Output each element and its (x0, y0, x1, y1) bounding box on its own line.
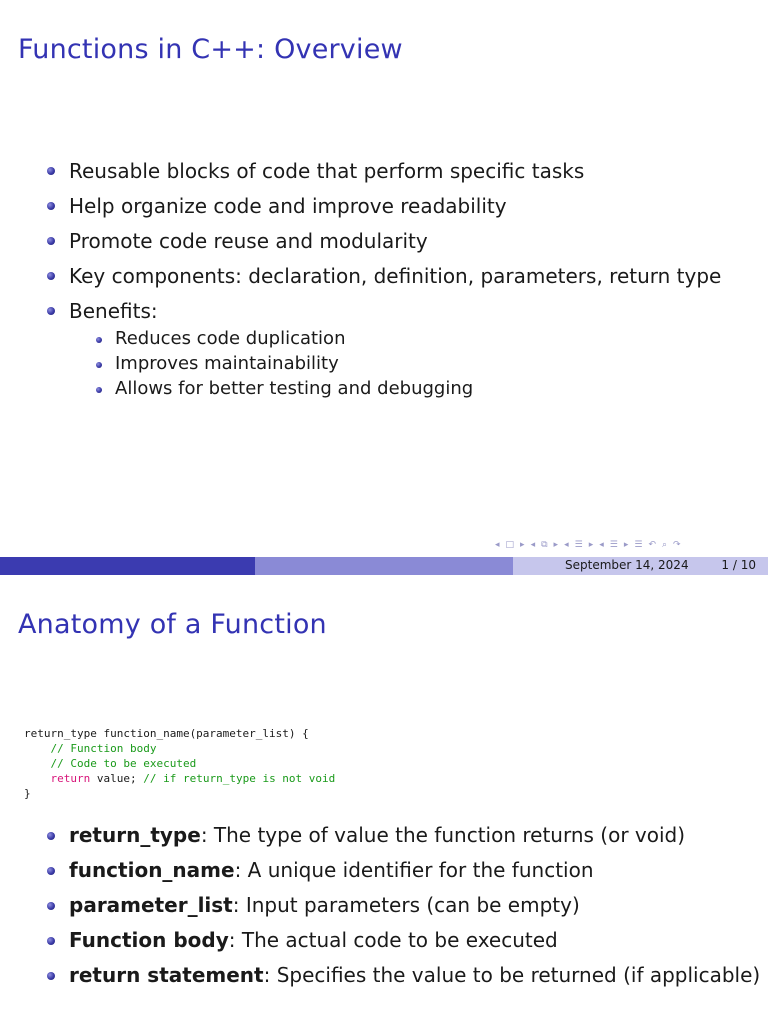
term: Function body (69, 928, 229, 952)
bullet-icon (47, 167, 55, 175)
term: parameter_list (69, 893, 233, 917)
nav-section-icon[interactable]: ☰ (574, 540, 583, 550)
bullet-icon (47, 902, 55, 910)
sub-bullet-text: Reduces code duplication (115, 328, 346, 349)
nav-part-prev-icon[interactable]: ◂ (599, 540, 604, 550)
bullet-text: Benefits: (69, 299, 158, 323)
bullet-icon (47, 832, 55, 840)
bullet-icon (47, 937, 55, 945)
list-item (0, 228, 768, 263)
slide-1-bullet-list (0, 158, 768, 403)
footer-segment-dark (0, 557, 255, 575)
footer-segment-mid (255, 557, 513, 575)
nav-subsection-prev-icon[interactable]: ◂ (530, 540, 536, 550)
bullet-icon (47, 972, 55, 980)
list-item (0, 822, 768, 857)
nav-document-icon[interactable]: ☰ (634, 540, 643, 550)
slide-footer (0, 557, 768, 575)
bullet-text: Help organize code and improve readability (69, 194, 507, 218)
slide-2-bullet-list (0, 822, 768, 997)
code-comment: // Function body (50, 742, 157, 755)
footer-segment-light (513, 557, 768, 575)
code-comment: // Code to be executed (50, 757, 197, 770)
list-item-benefits (0, 298, 768, 403)
sub-bullet-text: Allows for better testing and debugging (115, 378, 474, 399)
code-keyword: return (50, 772, 91, 785)
term-description: : A unique identifier for the function (234, 858, 594, 882)
list-item (0, 857, 768, 892)
term-description: : Input parameters (can be empty) (232, 893, 580, 917)
nav-forward-icon[interactable]: ↷ (673, 540, 681, 550)
code-comment: // if return_type is not void (143, 772, 336, 785)
nav-frame-icon[interactable]: □ (505, 540, 515, 550)
bullet-icon (96, 337, 102, 343)
code-block (24, 726, 335, 801)
nav-search-icon[interactable]: ⌕ (661, 540, 668, 550)
bullet-icon (47, 867, 55, 875)
nav-back-icon[interactable]: ↶ (648, 540, 656, 550)
term-description: : Specifies the value to be returned (if applicable) (263, 963, 761, 987)
benefits-sub-list (69, 328, 768, 403)
term: function_name (69, 858, 235, 882)
code-line: } (24, 787, 31, 800)
sub-bullet-text: Improves maintainability (115, 353, 339, 374)
nav-part-icon[interactable]: ☰ (609, 540, 618, 550)
nav-subsection-next-icon[interactable]: ▸ (553, 540, 559, 550)
list-item (0, 263, 768, 298)
bullet-icon (47, 202, 55, 210)
code-line: return_type function_name(parameter_list) { (24, 727, 309, 740)
bullet-text: Key components: declaration, definition, parameters, return type (69, 264, 722, 288)
sub-list-item (0, 328, 768, 353)
bullet-text: Promote code reuse and modularity (69, 229, 428, 253)
bullet-icon (47, 237, 55, 245)
footer-page-number: 1 / 10 (721, 558, 756, 572)
bullet-icon (96, 362, 102, 368)
nav-section-prev-icon[interactable]: ◂ (564, 540, 569, 550)
nav-subsection-icon[interactable]: ⧉ (541, 540, 548, 550)
sub-list-item (0, 378, 768, 403)
nav-frame-prev-icon[interactable]: ◂ (495, 540, 500, 550)
list-item (0, 962, 768, 997)
nav-section-next-icon[interactable]: ▸ (588, 540, 594, 550)
bullet-text: Reusable blocks of code that perform specific tasks (69, 159, 585, 183)
list-item (0, 193, 768, 228)
list-item (0, 892, 768, 927)
nav-part-next-icon[interactable]: ▸ (623, 540, 629, 550)
term: return statement (69, 963, 264, 987)
list-item (0, 927, 768, 962)
bullet-icon (96, 387, 102, 393)
bullet-icon (47, 272, 55, 280)
beamer-navigation (495, 538, 763, 552)
term-description: : The actual code to be executed (228, 928, 558, 952)
sub-list-item (0, 353, 768, 378)
bullet-icon (47, 307, 55, 315)
slide-1-title: Functions in C++: Overview (18, 34, 403, 66)
term-description: : The type of value the function returns (or void) (200, 823, 686, 847)
code-text: value; (90, 772, 144, 785)
term: return_type (69, 823, 201, 847)
slide-2-title: Anatomy of a Function (18, 609, 327, 641)
footer-date: September 14, 2024 (565, 558, 689, 572)
nav-frame-next-icon[interactable]: ▸ (520, 540, 525, 550)
list-item (0, 158, 768, 193)
